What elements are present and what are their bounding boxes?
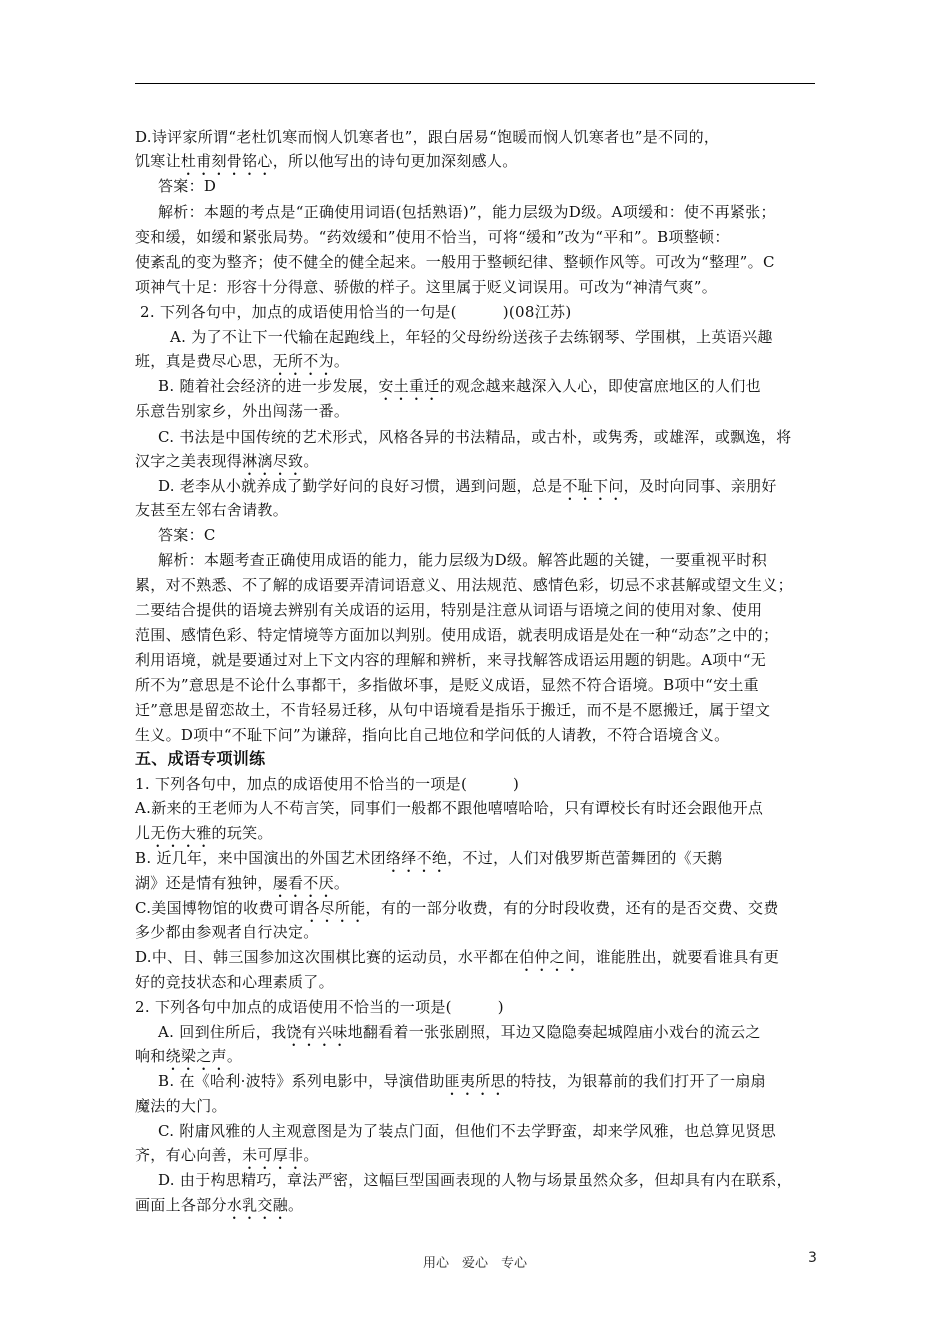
option-line: A.新来的王老师为人不苟言笑，同事们一般都不跟他嘻嘻哈哈，只有谭校长有时还会跟他开点 (135, 799, 764, 817)
text-line (135, 1195, 825, 1223)
line-text: 饥寒让 (135, 152, 181, 170)
text-line: 变和缓，如缓和紧张局势。“药效缓和”使用不恰当，可将“缓和”改为“平和”。B项整顿： (135, 228, 730, 246)
option-line: C. 书法是中国传统的艺术形式，风格各异的书法精品，或古朴，或隽秀，或雄浑，或飘逸，将 (158, 428, 792, 446)
option-line (158, 1071, 848, 1099)
line-text: 儿 (135, 824, 151, 842)
line-text: 。 (333, 352, 350, 370)
emphasized-text: 伯仲之间 (519, 948, 581, 966)
text-line (135, 873, 825, 901)
text-line: 使紊乱的变为整齐；使不健全的健全起来。一般用于整顿纪律、整顿作风等。可改为“整理”。C (135, 253, 775, 271)
line-text: C.美国博物馆的收费可谓 (135, 899, 305, 917)
line-text: 。 (226, 1047, 243, 1065)
line-text: ，谁能胜出，就要看谁具有更 (580, 948, 780, 966)
emphasized-text: 饶有兴味 (286, 1023, 348, 1041)
line-text: 的玩笑。 (211, 824, 273, 842)
emphasized-text: 匪夷所思 (444, 1072, 506, 1090)
line-text: D.诗评家所谓“老杜饥寒而悯人饥寒者也”，跟白居易“饱暖而悯人饥寒者也”是不同的， (135, 128, 720, 146)
question-line: 2. 下列各句中，加点的成语使用恰当的一句是( )(08江苏) (140, 303, 572, 321)
text-line: 好的竞技状态和心理素质了。 (135, 973, 334, 991)
line-text: B. 在《哈利·波特》系列电影中，导演借助 (158, 1072, 445, 1090)
option-line: C. 附庸风雅的人主观意图是为了装点门面，但他们不去学野蛮，却来学风雅，也总算见贤思 (158, 1122, 777, 1140)
line-text: ，有的一部分收费，有的分时段收费，还有的是否交费、交费 (365, 899, 779, 917)
text-line (135, 1145, 825, 1173)
text-line (135, 451, 825, 479)
line-text: 响和 (135, 1047, 166, 1065)
emphasized-text: 杜甫刻骨铭心 (180, 152, 273, 170)
option-line (135, 947, 825, 975)
text-line (135, 1046, 825, 1074)
line-text: 。 (333, 874, 350, 892)
line-text: 的特技，为银幕前的我们打开了一扇扇 (505, 1072, 766, 1090)
emphasized-text: 无伤大雅 (150, 824, 212, 842)
text-line (135, 127, 825, 147)
text-line: 多少都由参观者自行决定。 (135, 923, 319, 941)
line-text: B. 近几年，来中国演出的外国艺术团 (135, 849, 386, 867)
option-line (135, 848, 825, 876)
emphasized-text: 绕梁之声 (165, 1047, 227, 1065)
header-rule (135, 83, 815, 84)
text-line: 利用语境，就是要通过对上下文内容的理解和辨析，来寻找解答成语运用题的钥匙。A项中“无 (135, 651, 767, 669)
emphasized-text: 络绎不绝 (385, 849, 448, 867)
section-heading: 五、成语专项训练 (135, 749, 266, 768)
text-line: 范围、感情色彩、特定情境等方面加以判别。使用成语，就表明成语是处在一种“动态”之中的； (135, 626, 779, 644)
option-line: D. 由于构思精巧，章法严密，这幅巨型国画表现的人物与场景虽然众多，但却具有内在联系， (158, 1171, 792, 1189)
text-line: 累，对不熟悉、不了解的成语要弄清词语意义、用法规范、感情色彩，切忌不求甚解或望文生义； (135, 576, 793, 594)
text-line (135, 151, 825, 179)
line-text: 班，真是费尽心思， (135, 352, 273, 370)
emphasized-text: 未可厚非 (242, 1146, 304, 1164)
page-footer: 用心 爱心 专心 (422, 1256, 527, 1271)
text-line: 迁”意思是留恋故土，不肯轻易迁移，从句中语境看是指乐于搬迁，而不是不愿搬迁，属于望文 (135, 701, 771, 719)
option-line: B. 随着社会经济的进一步发展，安土重迁的观念越来越深入人心，即使富庶地区的人们也 (158, 377, 761, 395)
line-text: 。 (303, 452, 319, 470)
line-text: 齐，有心向善， (135, 1146, 243, 1164)
emphasized-text: 各尽所能 (304, 899, 366, 917)
line-text: D.中、日、韩三国参加这次围棋比赛的运动员，水平都在 (135, 948, 520, 966)
answer-line: 答案：C (158, 526, 216, 544)
text-line: 二要结合提供的语境去辨别有关成语的运用，特别是注意从词语与语境之间的使用对象、使用 (135, 601, 763, 619)
line-text: ，所以他写出的诗句更加深刻感人。 (272, 152, 518, 170)
question-line: 2. 下列各句中加点的成语使用不恰当的一项是( ) (135, 998, 504, 1016)
text-line: 友甚至左邻右舍请教。 (135, 501, 289, 519)
emphasized-text: 安土重迁 (378, 377, 440, 395)
option-line: A. 为了不让下一代输在起跑线上，年轻的父母纷纷送孩子去练钢琴、学围棋，上英语兴趣 (170, 328, 773, 346)
emphasized-text: 不耻下问 (562, 477, 624, 495)
text-line (135, 351, 825, 379)
emphasized-text: 无所不为 (272, 352, 334, 370)
page-number: 3 (808, 1250, 817, 1266)
line-text: ，及时向同事、亲朋好 (623, 477, 777, 495)
line-text: 汉字之美表现得 (135, 452, 243, 470)
line-text: 地翻看着一张张剧照，耳边又隐隐奏起城隍庙小戏台的流云之 (347, 1023, 761, 1041)
text-line: 所不为”意思是不论什么事都干，多指做坏事，是贬义成语，显然不符合语境。B项中“安土重 (135, 676, 759, 694)
line-text: 。 (303, 1146, 319, 1164)
text-line (135, 823, 825, 851)
text-line: 项神气十足：形容十分得意、骄傲的样子。这里属于贬义词误用。可改为“神清气爽”。 (135, 278, 718, 296)
line-text: A. 回到住所后，我 (158, 1023, 287, 1041)
line-text: 。 (288, 1196, 304, 1214)
emphasized-text: 水乳交融 (226, 1196, 289, 1214)
emphasized-text: 淋漓尽致 (242, 452, 304, 470)
line-text: D. 老李从小就养成了勤学好问的良好习惯，遇到问题，总是 (158, 477, 563, 495)
line-text: 湖》还是情有独钟， (135, 874, 273, 892)
question-line: 1. 下列各句中，加点的成语使用不恰当的一项是( ) (135, 775, 520, 793)
analysis-line: 解析：本题考查正确使用成语的能力，能力层级为D级。解答此题的关键，一要重视平时积 (158, 551, 768, 569)
text-line: 乐意告别家乡，外出闯荡一番。 (135, 402, 350, 420)
answer-line: 答案：D (158, 177, 217, 195)
text-line: 生义。D项中“不耻下问”为谦辞，指向比自己地位和学问低的人请教，不符合语境含义。 (135, 726, 730, 744)
analysis-line: 解析：本题的考点是“正确使用词语(包括熟语)”，能力层级为D级。A项缓和：使不再紧张； (158, 203, 776, 221)
line-text: 画面上各部分 (135, 1196, 227, 1214)
text-line: 魔法的大门。 (135, 1097, 227, 1115)
emphasized-text: 屡看不厌 (272, 874, 334, 892)
line-text: ，不过，人们对俄罗斯芭蕾舞团的《天鹅 (447, 849, 723, 867)
